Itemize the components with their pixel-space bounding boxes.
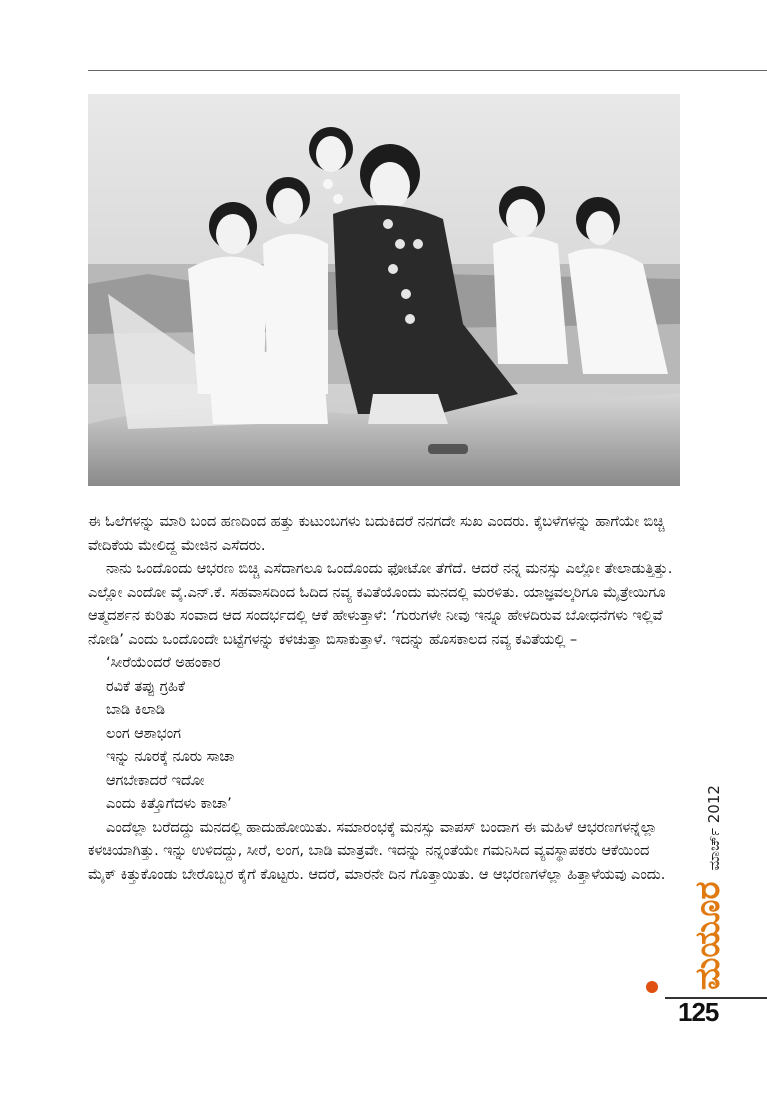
page-number: 125 [678,997,719,1027]
poem-line: ಆಗಬೇಕಾದರೆ ಇದೋ [106,771,205,789]
decorative-dot [646,981,658,993]
paragraph: ಎಂದೆಲ್ಲಾ ಬರೆದದ್ದು ಮನದಲ್ಲಿ ಹಾದುಹೋಯಿತು. ಸಮಾರಂಭಕ್ಕೆ ಮನಸ್ಸು ವಾಪಸ್ ಬಂದಾಗ ಈ ಮಹಿಳೆ ಆಭರಣಗಳನ್ನೆಲ್ಲಾ ಕಳಚಿಯಾಗಿತ್ತು. ಇನ್ನು ಉಳಿದದ್ದು, ಸೀರೆ, ಲಂಗ, ಬಾಡಿ ಮಾತ್ರವೇ. ಇದನ್ನು ನನ್ನಂತೆಯೇ ಗಮನಿಸಿದ ವ್ಯವಸ್ಥಾಪಕರು ಆಕೆಯಿಂದ ಮೈಕ್ ಕಿತ್ತುಕೊಂಡು ಬೇರೊಬ್ಬರ ಕೈಗೆ ಕೊಟ್ಟರು. ಆದರೆ, ಮಾರನೇ ದಿನ ಗೊತ್ತಾಯಿತು. ಆ ಆಭರಣಗಳೆಲ್ಲಾ ಹಿತ್ತಾಳೆಯವು ಎಂದು. [88,818,666,883]
poem-line: ರವಿಕೆ ತಪ್ಪು ಗ್ರಹಿಕೆ [106,677,185,695]
photo-group-in-convertible [88,94,680,486]
poem-line: ಎಂದು ಕಿತ್ತೊಗೆದಳು ಕಾಚಾ’ [106,795,232,812]
poem-line: ಇನ್ನು ನೂರಕ್ಕೆ ನೂರು ಸಾಚಾ [106,748,235,765]
poem [88,651,673,816]
paragraph: ಈ ಓಲೆಗಳನ್ನು ಮಾರಿ ಬಂದ ಹಣದಿಂದ ಹತ್ತು ಕುಟುಂಬಗಳು ಬದುಕಿದರೆ ನನಗದೇ ಸುಖ ಎಂದರು. ಕೈಬಳೆಗಳನ್ನು ಹಾಗೆಯೇ ಬಿಚ್ಚಿ ವೇದಿಕೆಯ ಮೇಲಿದ್ದ ಮೇಜಿನ ಎಸೆದರು. [88,513,665,554]
poem-line: ‘ಸೀರೆಯೆಂದರೆ ಅಹಂಕಾರ [106,654,221,671]
magazine-logo: ಮಯೂರ [688,881,728,990]
poem-line: ಬಾಡಿ ಕಿಲಾಡಿ [106,701,165,718]
article-body [88,510,673,886]
issue-month: ಮಾರ್ಚ್ 2012 [705,785,723,871]
magazine-sidebar [658,785,728,990]
top-rule [88,70,767,71]
paragraph: ನಾನು ಒಂದೊಂದು ಆಭರಣ ಬಿಚ್ಚಿ ಎಸೆದಾಗಲೂ ಒಂದೊಂದು ಫೋಟೋ ತೆಗೆದೆ. ಆದರೆ ನನ್ನ ಮನಸ್ಸು ಎಲ್ಲೋ ತೇಲಾಡುತ್ತಿತ್ತು. ಎಲ್ಲೋ ಎಂದೋ ವೈ.ಎನ್.ಕೆ. ಸಹವಾಸದಿಂದ ಓದಿದ ನವ್ಯ ಕವಿತೆಯೊಂದು ಮನದಲ್ಲಿ ಮರಳಿತು. ಯಾಜ್ಞವಲ್ಕರಿಗೂ ಮೈತ್ರೇಯಿಗೂ ಆತ್ಮದರ್ಶನ ಕುರಿತು ಸಂವಾದ ಆದ ಸಂದರ್ಭದಲ್ಲಿ ಆಕೆ ಹೇಳುತ್ತಾಳೆ: ‘ಗುರುಗಳೇ ನೀವು ಇನ್ನೂ ಹೇಳದಿರುವ ಬೋಧನೆಗಳು ಇಲ್ಲಿವೆ ನೋಡಿ’ ಎಂದು ಒಂದೊಂದೇ ಬಟ್ಟೆಗಳನ್ನು ಕಳಚುತ್ತಾ ಬಿಸಾಕುತ್ತಾಳೆ. ಇದನ್ನು ಹೊಸಕಾಲದ ನವ್ಯ ಕವಿತೆಯಲ್ಲಿ – [88,560,673,648]
poem-line: ಲಂಗ ಆಶಾಭಂಗ [106,724,181,742]
photo-illustration [88,94,680,486]
